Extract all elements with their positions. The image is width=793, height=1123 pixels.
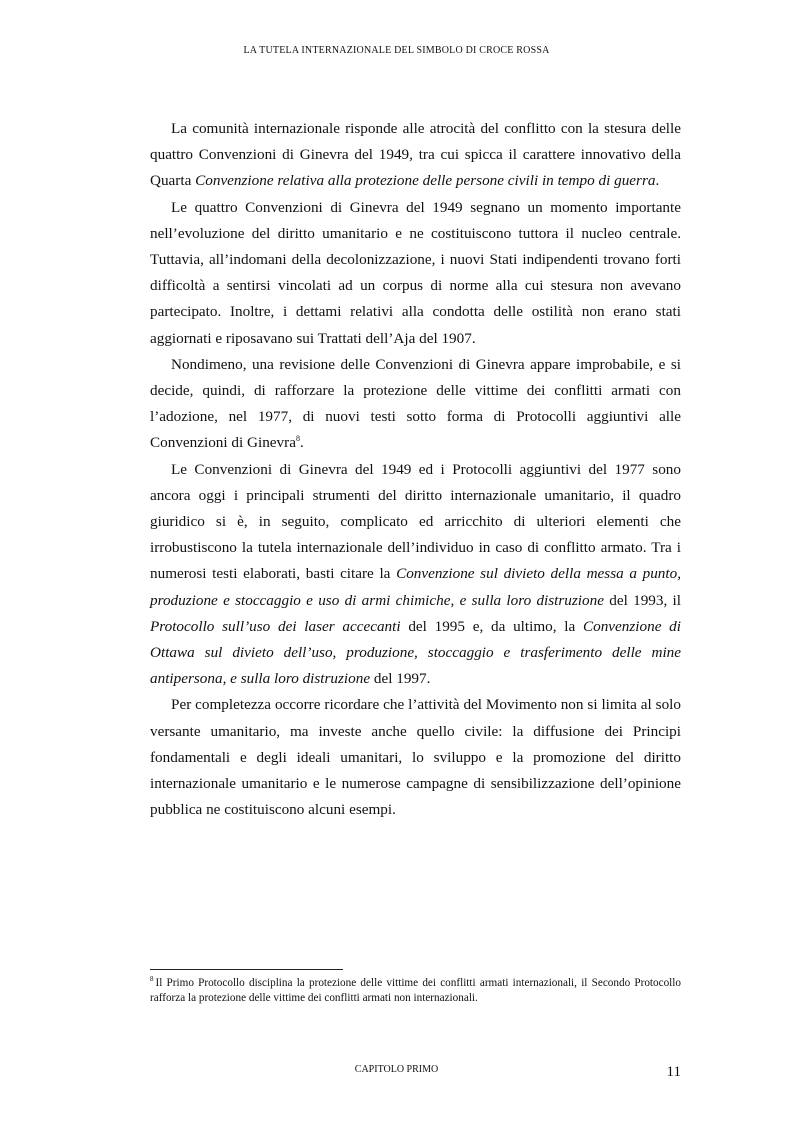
running-header: LA TUTELA INTERNAZIONALE DEL SIMBOLO DI CROCE ROSSA <box>243 45 550 56</box>
paragraph-2: Le quattro Convenzioni di Ginevra del 1949 segnano un momento importante nell’evoluzione del diritto umanitario e ne costituiscono tuttora il nucleo centrale. Tuttavia, all’indomani della decolonizzazione, i nuovi Stati indipendenti trovano forti difficoltà a sentirsi vincolati ad un corpus di norme alla cui stesura non avevano partecipato. Inoltre, i dettami relativi alla condotta delle ostilità non erano stati aggiornati e riposavano sui Trattati dell’Aja del 1907. <box>150 198 681 347</box>
paragraph-3-end: . <box>299 434 304 452</box>
paragraph-4-text-e: del 1995 e, da ultimo, la <box>400 617 583 635</box>
footnote-reference[interactable]: 8 <box>295 434 300 444</box>
paragraph-5: Per completezza occorre ricordare che l’attività del Movimento non si limita al solo versante umanitario, ma investe anche quello civile: la diffusione dei Principi fondamentali e degli ideali umanitari, lo sviluppo e la promozione del diritto internazionale umanitario e le numerose campagne di sensibilizzazione dell’opinione pubblica ne costituiscono alcuni esempi. <box>150 696 681 819</box>
chemical-weapons-convention-italic: Convenzione sul divieto della messa a punto, produzione e stoccaggio e uso di armi chimiche, e sulla loro distruzione <box>150 565 682 609</box>
running-footer: CAPITOLO PRIMO <box>354 1064 439 1075</box>
paragraph-1 <box>150 116 681 195</box>
convention-title-italic: Convenzione relativa alla protezione delle persone civili in tempo di guerra <box>195 172 656 190</box>
footnote-marker: 8 <box>150 975 154 984</box>
paragraph-4-text-c: del 1993, il <box>603 591 681 609</box>
ottawa-convention-italic: Convenzione di Ottawa sul divieto dell’uso, produzione, stoccaggio e trasferimento delle mine antipersona, e sulla loro distruzione <box>150 617 681 688</box>
paragraph-4 <box>150 457 681 693</box>
paragraph-4-text-g: del 1997. <box>370 670 431 688</box>
paragraph-1-text: La comunità internazionale risponde alle atrocità del conflitto con la stesura delle quattro Convenzioni di Ginevra del 1949, tra cui spicca il carattere innovativo della Quarta <box>150 120 681 190</box>
paragraph-3 <box>150 352 681 457</box>
footnote <box>150 976 681 1006</box>
footnote-text: Il Primo Protocollo disciplina la protezione delle vittime dei conflitti armati internazionali, il Secondo Protocollo rafforza la protezione delle vittime dei conflitti armati non internazionali. <box>150 977 681 1004</box>
laser-protocol-italic: Protocollo sull’uso dei laser accecanti <box>150 617 401 635</box>
paragraph-4-text-a: Le Convenzioni di Ginevra del 1949 ed i Protocolli aggiuntivi del 1977 sono ancora oggi i principali strumenti del diritto internazionale umanitario, il quadro giuridico si è, in seguito, complicato ed arricchito di ulteriori elementi che irrobustiscono la tutela internazionale dell’individuo in caso di conflitto armato. Tra i numerosi testi elaborati, basti citare la <box>150 460 681 583</box>
paragraph-3-text: Nondimeno, una revisione delle Convenzioni di Ginevra appare improbabile, e si decide, quindi, di rafforzare la protezione delle vittime dei conflitti armati con l’adozione, nel 1977, di nuovi testi sotto forma di Protocolli aggiuntivi alle Convenzioni di Ginevra <box>150 355 681 452</box>
paragraph-1-end: . <box>655 172 660 190</box>
page-number: 11 <box>666 1064 681 1080</box>
body-text <box>150 116 681 823</box>
footnote-separator <box>150 969 343 970</box>
